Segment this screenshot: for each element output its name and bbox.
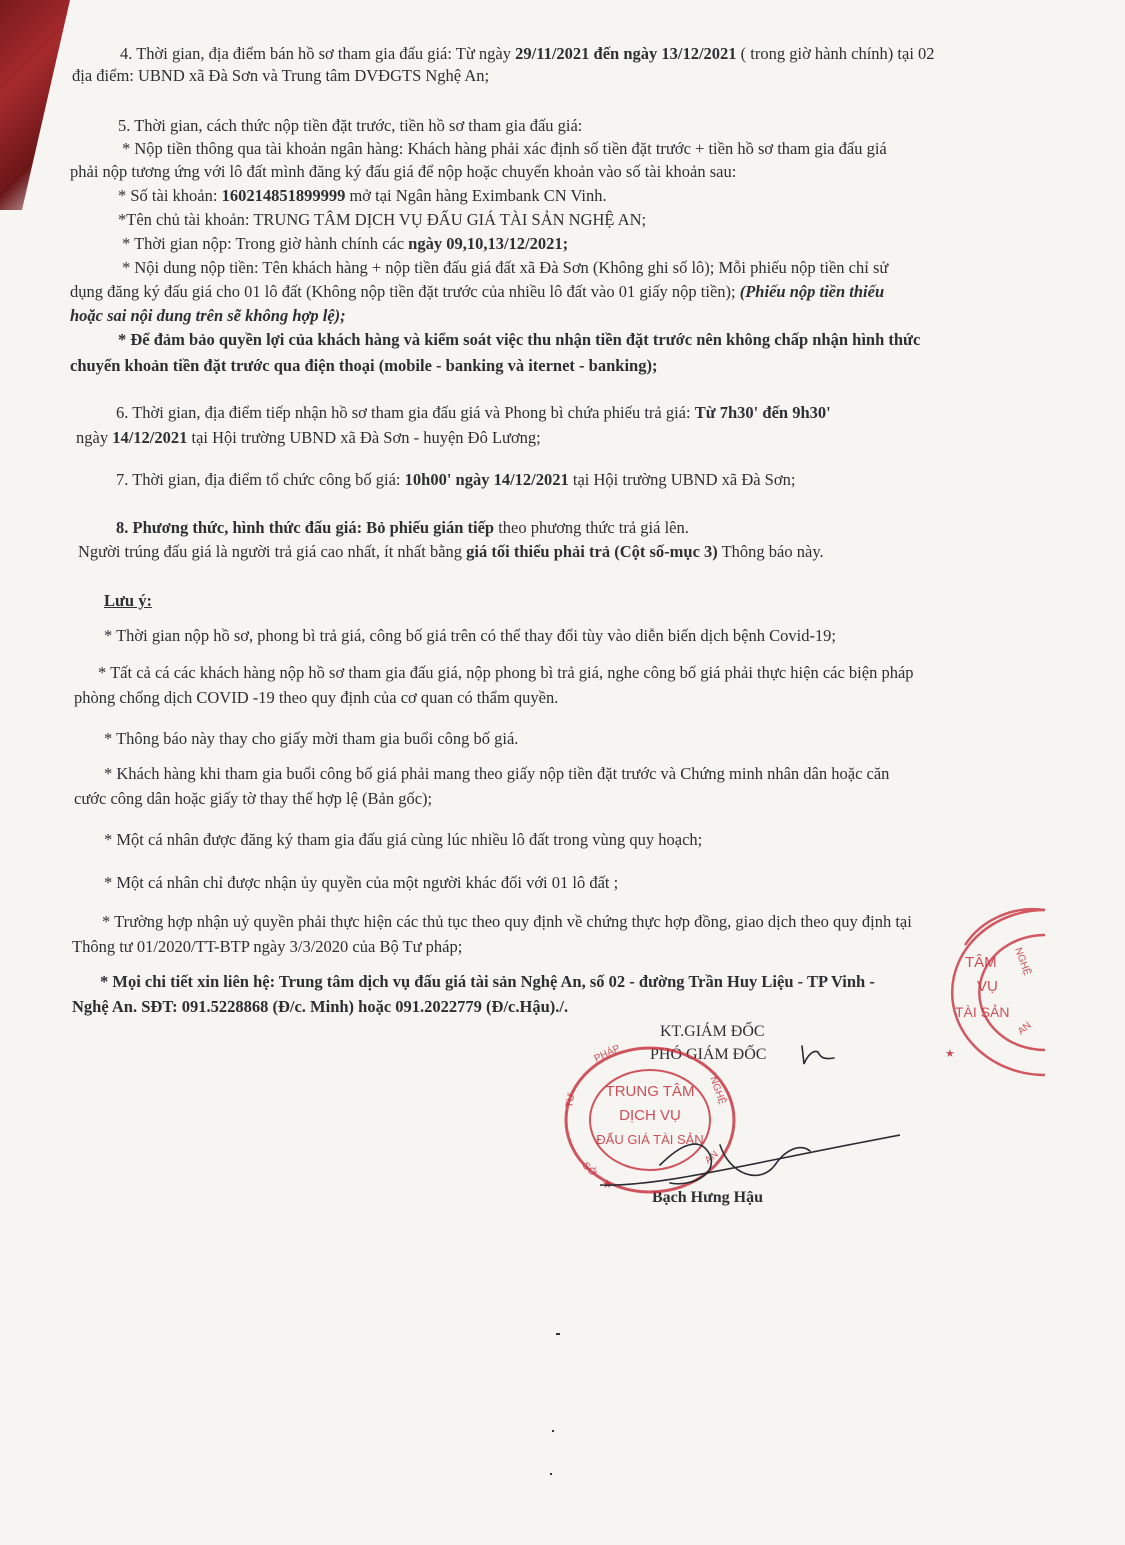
text: * Thông báo này thay cho giấy mời tham gia buổi công bố giá. — [104, 729, 519, 748]
section-7-line — [116, 470, 795, 490]
section-5-heading — [118, 116, 582, 136]
text-bold: giá tối thiểu phải trả (Cột số-mục 3) — [466, 542, 718, 561]
text: địa điểm: UBND xã Đà Sơn và Trung tâm DVĐGTS Nghệ An; — [72, 66, 490, 85]
text: 6. Thời gian, địa điểm tiếp nhận hồ sơ tham gia đấu giá và Phong bì chứa phiếu trả giá: — [116, 403, 695, 422]
text: PHÓ GIÁM ĐỐC — [650, 1046, 767, 1063]
text: *Tên chủ tài khoản: TRUNG TÂM DỊCH VỤ ĐẤU GIÁ TÀI SẢN NGHỆ AN; — [118, 210, 647, 229]
text-bold: * Để đảm bảo quyền lợi của khách hàng và kiểm soát việc thu nhận tiền đặt trước nên không chấp nhận hình thức — [118, 330, 921, 349]
stamp-ring-text: AN — [1015, 1019, 1034, 1038]
speck — [550, 1473, 552, 1475]
text: KT.GIÁM ĐỐC — [660, 1023, 765, 1040]
notice-bold-line — [118, 330, 920, 350]
partial-stamp — [935, 905, 1045, 1080]
text: phải nộp tương ứng với lô đất mình đăng ký đấu giá để nộp hoặc chuyển khoản vào số tài khoản sau: — [70, 162, 737, 181]
account-number: 160214851899999 — [221, 186, 346, 205]
contact-line-2 — [72, 997, 568, 1017]
section-5-line — [70, 162, 736, 182]
stamp-text: DỊCH VỤ — [619, 1107, 681, 1124]
text: Người trúng đấu giá là người trả giá cao nhất, ít nhất bằng — [78, 542, 467, 561]
section-8-line — [116, 518, 689, 538]
text: * Thời gian nộp: Trong giờ hành chính các — [122, 234, 409, 253]
note-line — [98, 663, 914, 683]
text-bold: Từ 7h30' đến 9h30' — [694, 403, 831, 422]
text: Lưu ý: — [104, 591, 152, 610]
text-italic: (Phiếu nộp tiền thiếu — [739, 282, 885, 301]
text: cước công dân hoặc giấy tờ thay thế hợp lệ (Bản gốc); — [74, 789, 433, 808]
note-line — [104, 764, 889, 784]
handwritten-signature — [600, 1105, 900, 1215]
text-bold: 14/12/2021 — [112, 428, 188, 447]
account-holder-line — [118, 210, 646, 230]
stamp-ring-text: NGHỆ — [707, 1075, 728, 1107]
text: 5. Thời gian, cách thức nộp tiền đặt trước, tiền hồ sơ tham gia đấu giá: — [118, 116, 583, 135]
text: * Một cá nhân được đăng ký tham gia đấu giá cùng lúc nhiều lô đất trong vùng quy hoạch; — [104, 830, 703, 849]
stamp-ring-text: AN — [702, 1148, 721, 1167]
section-4-line-2 — [72, 66, 489, 86]
text-bold: chuyển khoản tiền đặt trước qua điện thoại (mobile - banking và iternet - banking); — [70, 356, 658, 375]
stamp-text: TÂM — [965, 954, 997, 971]
text: 4. Thời gian, địa điểm bán hồ sơ tham gia đấu giá: Từ ngày — [120, 44, 516, 63]
stamp-text: TRUNG TÂM — [605, 1083, 695, 1100]
payment-time-line — [122, 234, 568, 254]
text: * Trường hợp nhận uỷ quyền phải thực hiện các thủ tục theo quy định về chứng thực hợp đồng, giao dịch theo quy định tại — [102, 912, 912, 931]
note-line — [104, 873, 618, 893]
note-line — [104, 729, 518, 749]
speck — [552, 1430, 554, 1432]
text: ngày — [76, 428, 113, 447]
text: * Tất cả cá các khách hàng nộp hồ sơ tham gia đấu giá, nộp phong bì trả giá, nghe công bố giá phải thực hiện các biện pháp — [98, 663, 914, 682]
text: Thông tư 01/2020/TT-BTP ngày 3/3/2020 của Bộ Tư pháp; — [72, 937, 463, 956]
text: phòng chống dịch COVID -19 theo quy định của cơ quan có thẩm quyền. — [74, 688, 559, 707]
stamp-ring-text: PHÁP — [592, 1043, 622, 1065]
account-number-line — [118, 186, 607, 206]
payment-content-line-2 — [70, 282, 884, 302]
text: theo phương thức trả giá lên. — [494, 518, 689, 537]
stamp-ring-text: NGHỆ — [1012, 946, 1033, 978]
text: mở tại Ngân hàng Eximbank CN Vinh. — [345, 186, 607, 205]
stamp-star: ★ — [945, 1048, 955, 1060]
payment-content-line-3 — [70, 306, 346, 326]
text: ( trong giờ hành chính) tại 02 — [736, 44, 935, 63]
text: * Nội dung nộp tiền: Tên khách hàng + nộp tiền đấu giá đất xã Đà Sơn (Không ghi số lô); Mỗi phiếu nộp tiền chỉ sử — [122, 258, 889, 277]
note-line — [72, 937, 462, 957]
text: 7. Thời gian, địa điểm tổ chức công bố giá: — [116, 470, 405, 489]
section-4-line — [120, 44, 935, 64]
payment-content-line — [122, 258, 888, 278]
folder-edge — [0, 0, 70, 210]
stamp-text: ĐẤU GIÁ TÀI SẢN — [596, 1132, 704, 1147]
text-bold: 29/11/2021 đến ngày 13/12/2021 — [515, 44, 737, 63]
text-bold: 10h00' ngày 14/12/2021 — [404, 470, 569, 489]
note-line — [102, 912, 912, 932]
text: Bạch Hưng Hậu — [652, 1189, 763, 1206]
note-line — [74, 789, 432, 809]
text: tại Hội trường UBND xã Đà Sơn; — [568, 470, 796, 489]
text: Thông báo này. — [717, 542, 824, 561]
stamp-ring-text: TƯ — [564, 1092, 578, 1109]
text-bold: * Mọi chi tiết xin liên hệ: Trung tâm dịch vụ đấu giá tài sản Nghệ An, số 02 - đường Trần Huy Liệu - TP Vinh - — [100, 972, 875, 991]
text: * Thời gian nộp hồ sơ, phong bì trả giá, công bố giá trên có thể thay đổi tùy vào diễn biến dịch bệnh Covid-19; — [104, 626, 837, 645]
initials-mark — [798, 1040, 838, 1070]
section-5-line — [122, 139, 887, 159]
section-6-line-2 — [76, 428, 541, 448]
text: * Khách hàng khi tham gia buổi công bố giá phải mang theo giấy nộp tiền đặt trước và Chứng minh nhân dân hoặc căn — [104, 764, 890, 783]
text-bold: 8. Phương thức, hình thức đấu giá: Bỏ phiếu gián tiếp — [116, 518, 495, 537]
text: * Số tài khoản: — [118, 186, 222, 205]
notice-bold-line-2 — [70, 356, 657, 376]
contact-line — [100, 972, 875, 992]
note-line — [104, 626, 836, 646]
text: * Nộp tiền thông qua tài khoản ngân hàng: Khách hàng phải xác định số tiền đặt trước + tiền hồ sơ tham gia đấu giá — [122, 139, 887, 158]
speck — [556, 1333, 560, 1335]
text-bold: Nghệ An. SĐT: 091.5228868 (Đ/c. Minh) hoặc 091.2022779 (Đ/c.Hậu)./. — [72, 997, 569, 1016]
text: dụng đăng ký đấu giá cho 01 lô đất (Không nộp tiền đặt trước của nhiều lô đất vào 01 giấy nộp tiền); — [70, 282, 740, 301]
stamp-text: TÀI SẢN — [955, 1004, 1010, 1020]
section-6-line — [116, 403, 831, 423]
stamp-star: ★ — [602, 1177, 613, 1191]
stamp-text: VỤ — [977, 978, 998, 995]
note-line — [104, 830, 702, 850]
notes-heading — [104, 591, 152, 611]
stamp-ring-text: SỞ — [579, 1160, 599, 1179]
text-italic: hoặc sai nội dung trên sẽ không hợp lệ); — [70, 306, 346, 325]
text-bold: ngày 09,10,13/12/2021; — [408, 234, 569, 253]
note-line — [74, 688, 558, 708]
text: * Một cá nhân chỉ được nhận ủy quyền của một người khác đối với 01 lô đất ; — [104, 873, 619, 892]
text: tại Hội trường UBND xã Đà Sơn - huyện Đô Lương; — [187, 428, 541, 447]
section-8-line-2 — [78, 542, 824, 562]
